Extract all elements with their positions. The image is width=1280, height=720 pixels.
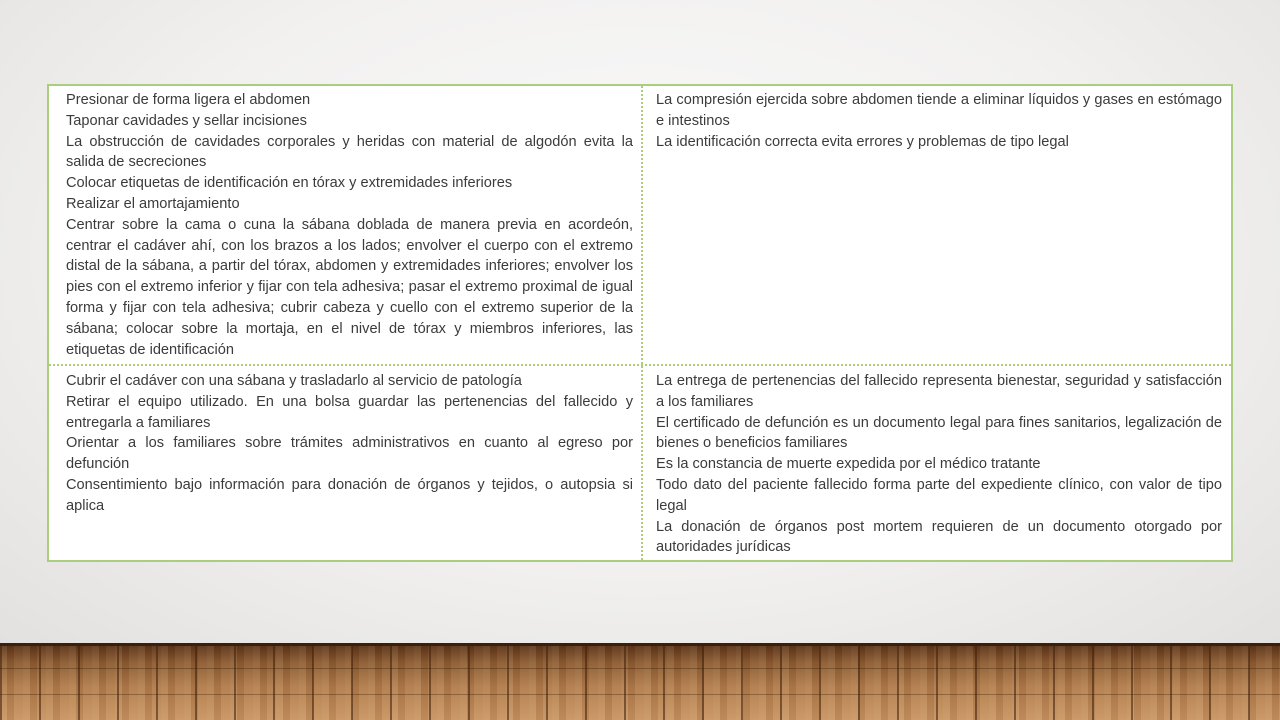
procedure-item: Orientar a los familiares sobre trámites administrativos en cuanto al egreso por defunción xyxy=(66,435,633,473)
rationale-item: Todo dato del paciente fallecido forma parte del expediente clínico, con valor de tipo legal xyxy=(656,476,1222,514)
table-cell-procedures-row-1 xyxy=(66,90,633,360)
procedure-item: Realizar el amortajamiento xyxy=(66,195,240,212)
floor-plank-seam xyxy=(0,694,1280,695)
procedure-item: La obstrucción de cavidades corporales y heridas con material de algodón evita la salida de secreciones xyxy=(66,133,633,171)
table-cell-procedures-row-2 xyxy=(66,371,633,517)
rationale-item: La compresión ejercida sobre abdomen tiende a eliminar líquidos y gases en estómago e intestinos xyxy=(656,92,1222,129)
procedure-item: Colocar etiquetas de identificación en tórax y extremidades inferiores xyxy=(66,175,513,192)
rationale-item: Es la constancia de muerte expedida por el médico tratante xyxy=(656,456,1041,473)
column-divider xyxy=(641,86,643,560)
procedure-item: Taponar cavidades y sellar incisiones xyxy=(66,112,307,129)
table-cell-rationale-row-1 xyxy=(656,90,1222,152)
procedure-item: Centrar sobre la cama o cuna la sábana doblada de manera previa en acordeón, centrar el cadáver ahí, con los brazos a los lados; envolver el cuerpo con el extremo distal de la sábana, a partir del tórax, abdomen y extremidades inferiores; envolver los pies con el extremo inferior y fijar con tela adhesiva; pasar el extremo proximal de igual forma y fijar con tela adhesiva; cubrir cabeza y cuello con el extremo superior de la sábana; colocar sobre la mortaja, en el nivel de tórax y miembros inferiores, las etiquetas de identificación xyxy=(66,216,633,358)
rationale-item: La donación de órganos post mortem requieren de un documento otorgado por autoridades jurídicas xyxy=(656,518,1222,556)
table-cell-rationale-row-2 xyxy=(656,371,1222,558)
procedure-item: Presionar de forma ligera el abdomen xyxy=(66,92,311,108)
rationale-item: El certificado de defunción es un documento legal para fines sanitarios, legalización de bienes o beneficios familiares xyxy=(656,414,1222,452)
procedure-table xyxy=(47,84,1233,562)
rationale-item: La identificación correcta evita errores y problemas de tipo legal xyxy=(656,133,1069,150)
rationale-item: La entrega de pertenencias del fallecido representa bienestar, seguridad y satisfacción a los familiares xyxy=(656,373,1222,410)
wood-floor-decoration xyxy=(0,643,1280,720)
row-divider xyxy=(49,364,1231,366)
procedure-item: Consentimiento bajo información para donación de órganos y tejidos, o autopsia si aplica xyxy=(66,476,633,514)
floor-plank-seam xyxy=(0,668,1280,669)
procedure-item: Cubrir el cadáver con una sábana y trasladarlo al servicio de patología xyxy=(66,373,522,389)
procedure-item: Retirar el equipo utilizado. En una bolsa guardar las pertenencias del fallecido y entregarla a familiares xyxy=(66,393,633,431)
